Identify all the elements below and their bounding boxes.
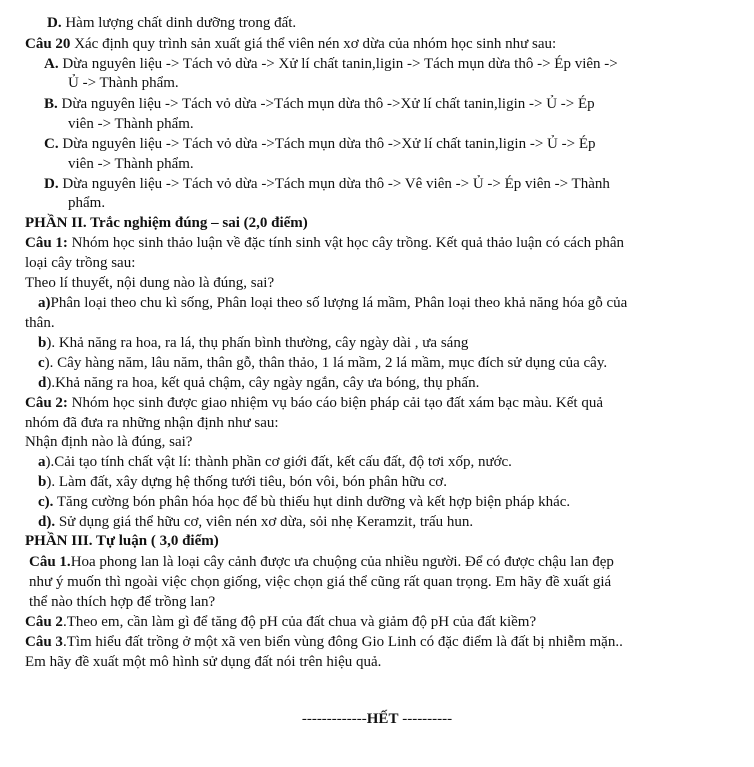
p3-q1-line3: thể nào thích hợp để trồng lan? (29, 594, 216, 610)
option-line: Dừa nguyên liệu -> Tách vỏ dừa -> Xử lí chất tanin,ligin -> Tách mụn dừa thô -> Ép viên -> (62, 56, 618, 72)
option-letter: D. (47, 15, 62, 31)
option-line: Dừa nguyên liệu -> Tách vỏ dừa ->Tách mụn dừa thô ->Xử lí chất tanin,ligin -> Ủ -> Ép (62, 136, 596, 152)
option-letter: C. (44, 136, 59, 152)
item-letter: c). (38, 494, 54, 510)
end-marker (0, 711, 754, 728)
option-letter: D. (44, 176, 59, 192)
p2-q1-stem-cont: loại cây trồng sau: (25, 255, 136, 271)
item-letter: b (38, 474, 47, 490)
question-label: Câu 2 (25, 614, 63, 630)
question-label: Câu 20 (25, 36, 71, 52)
item-letter: d (38, 375, 47, 391)
question-text: Nhóm học sinh thảo luận về đặc tính sinh vật học cây trồng. Kết quả thảo luận có cách phân (67, 235, 625, 251)
p2-q2-item-c (38, 493, 570, 511)
question-text: Hoa phong lan là loại cây cảnh được ưa chuộng của nhiều người. Để có được chậu lan đẹp (70, 554, 614, 570)
p2-q1-item-a-cont: thân. (25, 315, 55, 331)
q20-option-c-cont: viên -> Thành phẩm. (68, 156, 194, 172)
section-title: PHẦN III. Tự luận ( 3,0 điểm) (25, 533, 219, 549)
p3-q2 (25, 613, 536, 631)
item-letter: d). (38, 514, 56, 530)
question-label: Câu 1. (29, 554, 71, 570)
p2-q2-prompt: Nhận định nào là đúng, sai? (25, 434, 193, 450)
p3-q3-line2: Em hãy đề xuất một mô hình sử dụng đất nói trên hiệu quả. (25, 654, 382, 670)
question-label: Câu 3 (25, 634, 63, 650)
item-text: ). Làm đất, xây dựng hệ thống tưới tiêu, bón vôi, bón phân hữu cơ. (46, 474, 447, 490)
p2-q1-item-d (38, 374, 479, 392)
footer-dashes-left: ------------- (301, 711, 367, 727)
q20-option-a (44, 55, 724, 73)
item-text: ). Cây hàng năm, lâu năm, thân gỗ, thân thảo, 1 lá mầm, 2 lá mầm, mục đích sử dụng của cây. (44, 355, 608, 371)
p3-q1-line2: như ý muốn thì ngoài việc chọn giống, việc chọn giá thể cũng rất quan trọng. Em hãy đề xuất giá (29, 574, 612, 590)
question-text: Xác định quy trình sản xuất giá thể viên nén xơ dừa của nhóm học sinh như sau: (70, 36, 557, 52)
item-text: ). Khả năng ra hoa, ra lá, thụ phấn bình thường, cây ngày dài , ưa sáng (46, 335, 469, 351)
section-title: PHẦN II. Trắc nghiệm đúng – sai (2,0 điểm) (25, 215, 308, 231)
q20-option-d (44, 175, 610, 193)
p2-q1-prompt: Theo lí thuyết, nội dung nào là đúng, sai? (25, 275, 275, 291)
item-text: Tăng cường bón phân hóa học để bù thiếu hụt dinh dưỡng và kết hợp biện pháp khác. (53, 494, 571, 510)
item-text: Phân loại theo chu kì sống, Phân loại theo số lượng lá mầm, Phân loại theo khả năng hóa gỗ của (50, 295, 628, 311)
item-text: ).Khả năng ra hoa, kết quả chậm, cây ngày ngắn, cây ưa bóng, thụ phấn. (46, 375, 480, 391)
p2-q1-item-c (38, 354, 607, 372)
item-text: Sử dụng giá thể hữu cơ, viên nén xơ dừa, sỏi nhẹ Keramzit, trấu hun. (55, 514, 474, 530)
p2-q1-stem (25, 234, 624, 252)
item-text: ).Cải tạo tính chất vật lí: thành phần cơ giới đất, kết cấu đất, độ tơi xốp, nước. (45, 454, 512, 470)
item-letter: c (38, 355, 45, 371)
p2-q1-item-b (38, 334, 468, 352)
p3-q3-line1 (25, 633, 623, 651)
p3-q1-line1 (29, 553, 614, 571)
part2-heading (25, 214, 308, 232)
question-label: Câu 1: (25, 235, 68, 251)
p2-q2-stem (25, 394, 603, 412)
q20-option-d-cont: phẩm. (68, 195, 106, 211)
p2-q2-item-d (38, 513, 473, 531)
q19-option-d (47, 14, 296, 32)
part3-heading (25, 532, 219, 550)
footer-dashes-right: ---------- (398, 711, 453, 727)
question-text: .Theo em, cần làm gì để tăng độ pH của đất chua và giảm độ pH của đất kiềm? (62, 614, 537, 630)
option-line: Dừa nguyên liệu -> Tách vỏ dừa ->Tách mụn dừa thô -> Vê viên -> Ủ -> Ép viên -> Thành (62, 176, 610, 192)
item-letter: a (38, 454, 46, 470)
option-letter: B. (44, 96, 58, 112)
q20-option-c (44, 135, 596, 153)
q20-option-b (44, 95, 595, 113)
question-text: .Tìm hiểu đất trồng ở một xã ven biển vùng đông Gio Linh có đặc điểm là đất bị nhiễm mặn.. (62, 634, 623, 650)
footer-end-label: HẾT (366, 711, 399, 727)
p2-q2-item-a (38, 453, 512, 471)
option-letter: A. (44, 56, 59, 72)
p2-q2-stem-cont: nhóm đã đưa ra những nhận định như sau: (25, 415, 279, 431)
q20-option-a-cont: Ủ -> Thành phẩm. (68, 75, 179, 91)
item-letter: a) (38, 295, 51, 311)
p2-q2-item-b (38, 473, 447, 491)
q20-option-b-cont: viên -> Thành phẩm. (68, 116, 194, 132)
question-label: Câu 2: (25, 395, 68, 411)
option-line: Dừa nguyên liệu -> Tách vỏ dừa ->Tách mụn dừa thô ->Xử lí chất tanin,ligin -> Ủ -> Ép (61, 96, 595, 112)
item-letter: b (38, 335, 47, 351)
q20-stem (25, 35, 556, 53)
option-text: Hàm lượng chất dinh dưỡng trong đất. (61, 15, 297, 31)
p2-q1-item-a (38, 294, 627, 312)
question-text: Nhóm học sinh được giao nhiệm vụ báo cáo biện pháp cải tạo đất xám bạc màu. Kết quả (67, 395, 603, 411)
